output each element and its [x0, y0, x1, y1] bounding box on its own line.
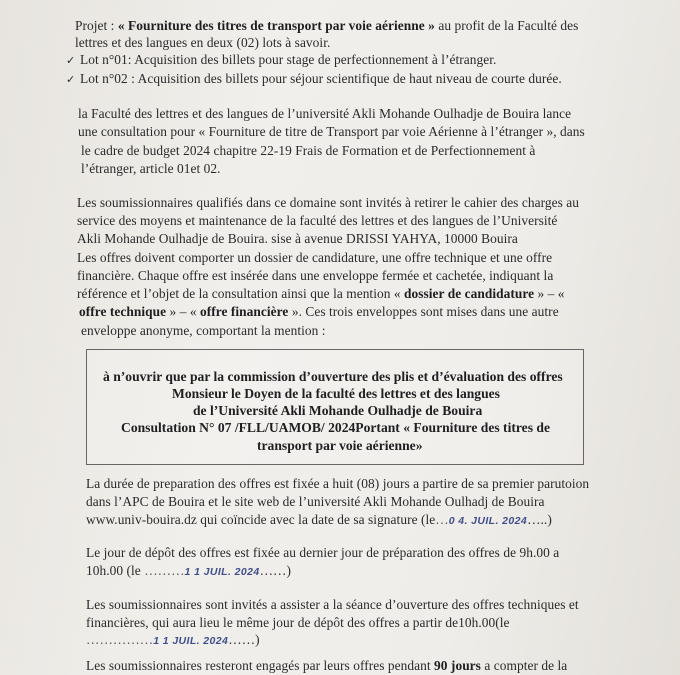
para6-line: Les soumissionnaires resteront engagés par leurs offres pendant 90 jours a compter de la	[86, 658, 568, 673]
date-stamp: 0 4. JUIL. 2024	[448, 515, 528, 527]
para3-line: dans l’APC de Bouira et le site web de l’université Akli Mohande Oulhadj de Bouira	[86, 494, 545, 509]
para4-line: 10h.00 (le ………1 1 JUIL. 2024……)	[86, 563, 291, 578]
check-icon: ✓	[66, 54, 76, 67]
para1-line: une consultation pour « Fourniture de titre de Transport par voie Aérienne à l’étranger », dans	[78, 124, 585, 139]
box-line: à n’ouvrir que par la commission d’ouverture des plis et d’évaluation des offres	[103, 369, 563, 384]
para1-line: le cadre de budget 2024 chapitre 22-19 Frais de Formation et de Perfectionnement à	[81, 143, 536, 158]
para2-line: service des moyens et maintenance de la faculté des lettres et des langues de l’Université	[77, 213, 558, 228]
para2-line: enveloppe anonyme, comportant la mention :	[81, 323, 326, 338]
date-stamp: 1 1 JUIL. 2024	[184, 566, 260, 578]
lot-1: ✓ Lot n°01: Acquisition des billets pour stage de perfectionnement à l’étranger.	[66, 52, 497, 67]
lot-2: ✓ Lot n°02 : Acquisition des billets pour séjour scientifique de haut niveau de courte durée.	[66, 71, 562, 86]
envelope-mention-box	[86, 349, 584, 465]
para5-line: Les soumissionnaires sont invités a assister a la séance d’ouverture des offres techniques et	[86, 597, 579, 612]
box-line: de l’Université Akli Mohande Oulhadje de Bouira	[193, 403, 483, 418]
project-line-2: lettres et des langues en deux (02) lots à savoir.	[75, 35, 331, 50]
para4-line: Le jour de dépôt des offres est fixée au dernier jour de préparation des offres de 9h.00 a	[86, 545, 560, 560]
project-title: « Fourniture des titres de transport par voie aérienne »	[117, 18, 435, 33]
project-line-1: Projet : « Fourniture des titres de transport par voie aérienne » au profit de la Faculté des	[75, 18, 579, 33]
check-icon: ✓	[66, 73, 76, 86]
para2-line: Les offres doivent comporter un dossier de candidature, une offre technique et une offre	[77, 250, 553, 265]
box-line: Consultation N° 07 /FLL/UAMOB/ 2024Portant « Fourniture des titres de	[121, 420, 550, 435]
para2-line: financière. Chaque offre est insérée dans une enveloppe fermée et cachetée, indiquant la	[77, 268, 554, 283]
para1-line: l’étranger, article 01et 02.	[81, 161, 221, 176]
para5-line: ……………1 1 JUIL. 2024……)	[86, 632, 260, 647]
box-line: Monsieur le Doyen de la faculté des lettres et des langues	[172, 386, 500, 401]
para2-line: Les soumissionnaires qualifiés dans ce domaine sont invités à retirer le cahier des charges au	[77, 195, 579, 210]
para2-line: Akli Mohande Oulhadje de Bouira. sise à avenue DRISSI YAHYA, 10000 Bouira	[77, 231, 518, 246]
para2-line: référence et l’objet de la consultation ainsi que la mention « dossier de candidature » – «	[77, 286, 565, 301]
box-line: transport par voie aérienne»	[257, 438, 423, 453]
para2-line: offre technique » – « offre financière ». Ces trois enveloppes sont mises dans une autre	[79, 304, 559, 319]
para1-line: la Faculté des lettres et des langues de l’université Akli Mohande Oulhadje de Bouira lance	[78, 106, 572, 121]
para5-line: financières, qui aura lieu le même jour de dépôt des offres a partir de10h.00(le	[86, 615, 510, 630]
para3-line: La durée de preparation des offres est fixée a huit (08) jours a partire de sa premier parutoion	[86, 476, 590, 491]
para3-line: www.univ-bouira.dz qui coïncide avec la date de sa signature (le…0 4. JUIL. 2024…..)	[86, 512, 552, 527]
date-stamp: 1 1 JUIL. 2024	[153, 635, 229, 647]
